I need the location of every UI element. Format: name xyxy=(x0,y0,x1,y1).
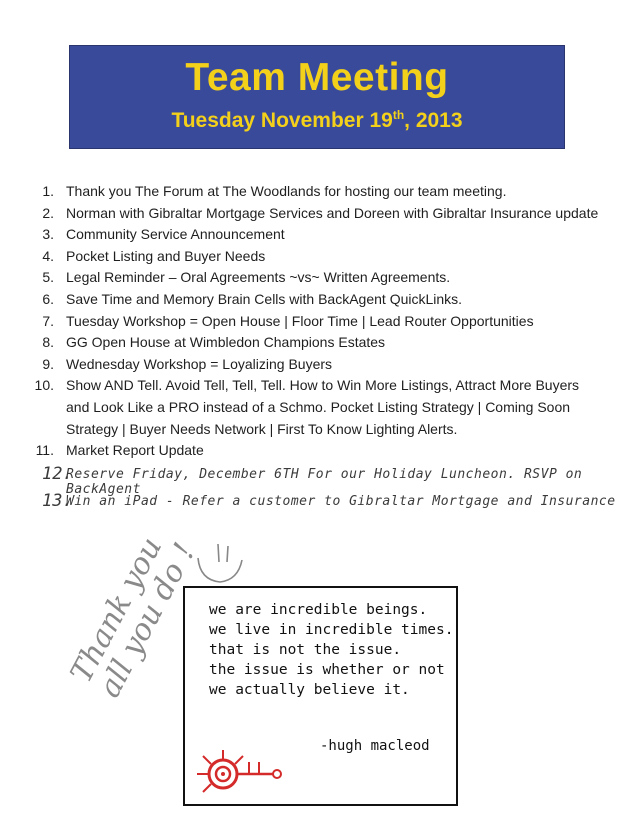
item-number: 11. xyxy=(35,442,54,459)
agenda-item xyxy=(34,354,604,376)
quote-line: we actually believe it. xyxy=(209,682,410,698)
quote-text xyxy=(209,600,453,700)
agenda-item xyxy=(34,224,604,246)
item-number: 4. xyxy=(42,247,54,264)
item-number: 8. xyxy=(42,334,54,351)
handwritten-thanks-note: Thank you all you do ! xyxy=(63,531,203,704)
agenda-item xyxy=(34,332,604,354)
page-title: Team Meeting xyxy=(185,56,449,99)
item-number: 6. xyxy=(42,290,54,307)
quote-line: the issue is whether or not xyxy=(209,662,445,678)
item-number: 9. xyxy=(42,355,54,372)
item-number: 1. xyxy=(42,183,54,199)
meeting-date xyxy=(70,108,564,133)
agenda-item xyxy=(34,311,604,333)
quote-line: that is not the issue. xyxy=(209,642,402,658)
agenda-item xyxy=(34,440,604,462)
handwritten-item-12-text: Reserve Friday, December 6TH For our Holiday Luncheon. RSVP on BackAgent xyxy=(66,467,583,497)
agenda-item xyxy=(34,181,604,203)
quote-line: we live in incredible times. xyxy=(209,622,454,638)
item-number: 5. xyxy=(42,269,54,286)
item-text: Pocket Listing and Buyer Needs xyxy=(66,247,266,264)
handwritten-item-13-number: 13. xyxy=(42,491,73,511)
item-number: 2. xyxy=(42,204,54,221)
quote-line: we are incredible beings. xyxy=(209,602,428,618)
handwritten-item-12-number: 12. xyxy=(42,464,73,484)
item-text: Legal Reminder – Oral Agreements ~vs~ Written Agreements. xyxy=(66,269,451,286)
item-number: 3. xyxy=(42,226,54,243)
quote-author: -hugh macleod xyxy=(320,738,430,754)
gapingvoid-logo-icon xyxy=(193,746,283,796)
agenda-item xyxy=(34,203,604,225)
agenda-item xyxy=(34,289,604,311)
item-text: Save Time and Memory Brain Cells with BackAgent QuickLinks. xyxy=(66,290,463,307)
title-banner xyxy=(69,45,565,149)
smiley-doodle-icon xyxy=(190,540,250,590)
item-text: GG Open House at Wimbledon Champions Estates xyxy=(66,334,386,351)
item-number: 7. xyxy=(42,312,54,329)
item-text: Thank you The Forum at The Woodlands for hosting our team meeting. xyxy=(66,183,507,199)
item-text: Norman with Gibraltar Mortgage Services and Doreen with Gibraltar Insurance update xyxy=(66,204,599,221)
item-text: Community Service Announcement xyxy=(66,226,285,243)
item-text: Market Report Update xyxy=(66,442,204,459)
item-number: 10. xyxy=(34,377,54,394)
agenda-list xyxy=(34,181,604,462)
item-text: Show AND Tell. Avoid Tell, Tell, Tell. How to Win More Listings, Attract More Buyers and Look Like a PRO instead of a Schmo. Pocket Listing Strategy | Coming Soon Strategy | Buyer Needs Network | First To Know Lighting Alerts. xyxy=(66,377,580,437)
handwritten-item-13-text: Win an iPad - Refer a customer to Gibraltar Mortgage and Insurance xyxy=(66,494,616,509)
agenda-item xyxy=(34,375,604,440)
meeting-date-ordinal: th xyxy=(392,108,405,122)
meeting-date-year: , 2013 xyxy=(404,109,463,132)
agenda-item xyxy=(34,246,604,268)
meeting-date-main: Tuesday November 19 xyxy=(171,109,393,132)
quote-card xyxy=(183,586,458,806)
item-text: Wednesday Workshop = Loyalizing Buyers xyxy=(66,355,333,372)
item-text: Tuesday Workshop = Open House | Floor Time | Lead Router Opportunities xyxy=(66,312,534,329)
agenda-item xyxy=(34,267,604,289)
